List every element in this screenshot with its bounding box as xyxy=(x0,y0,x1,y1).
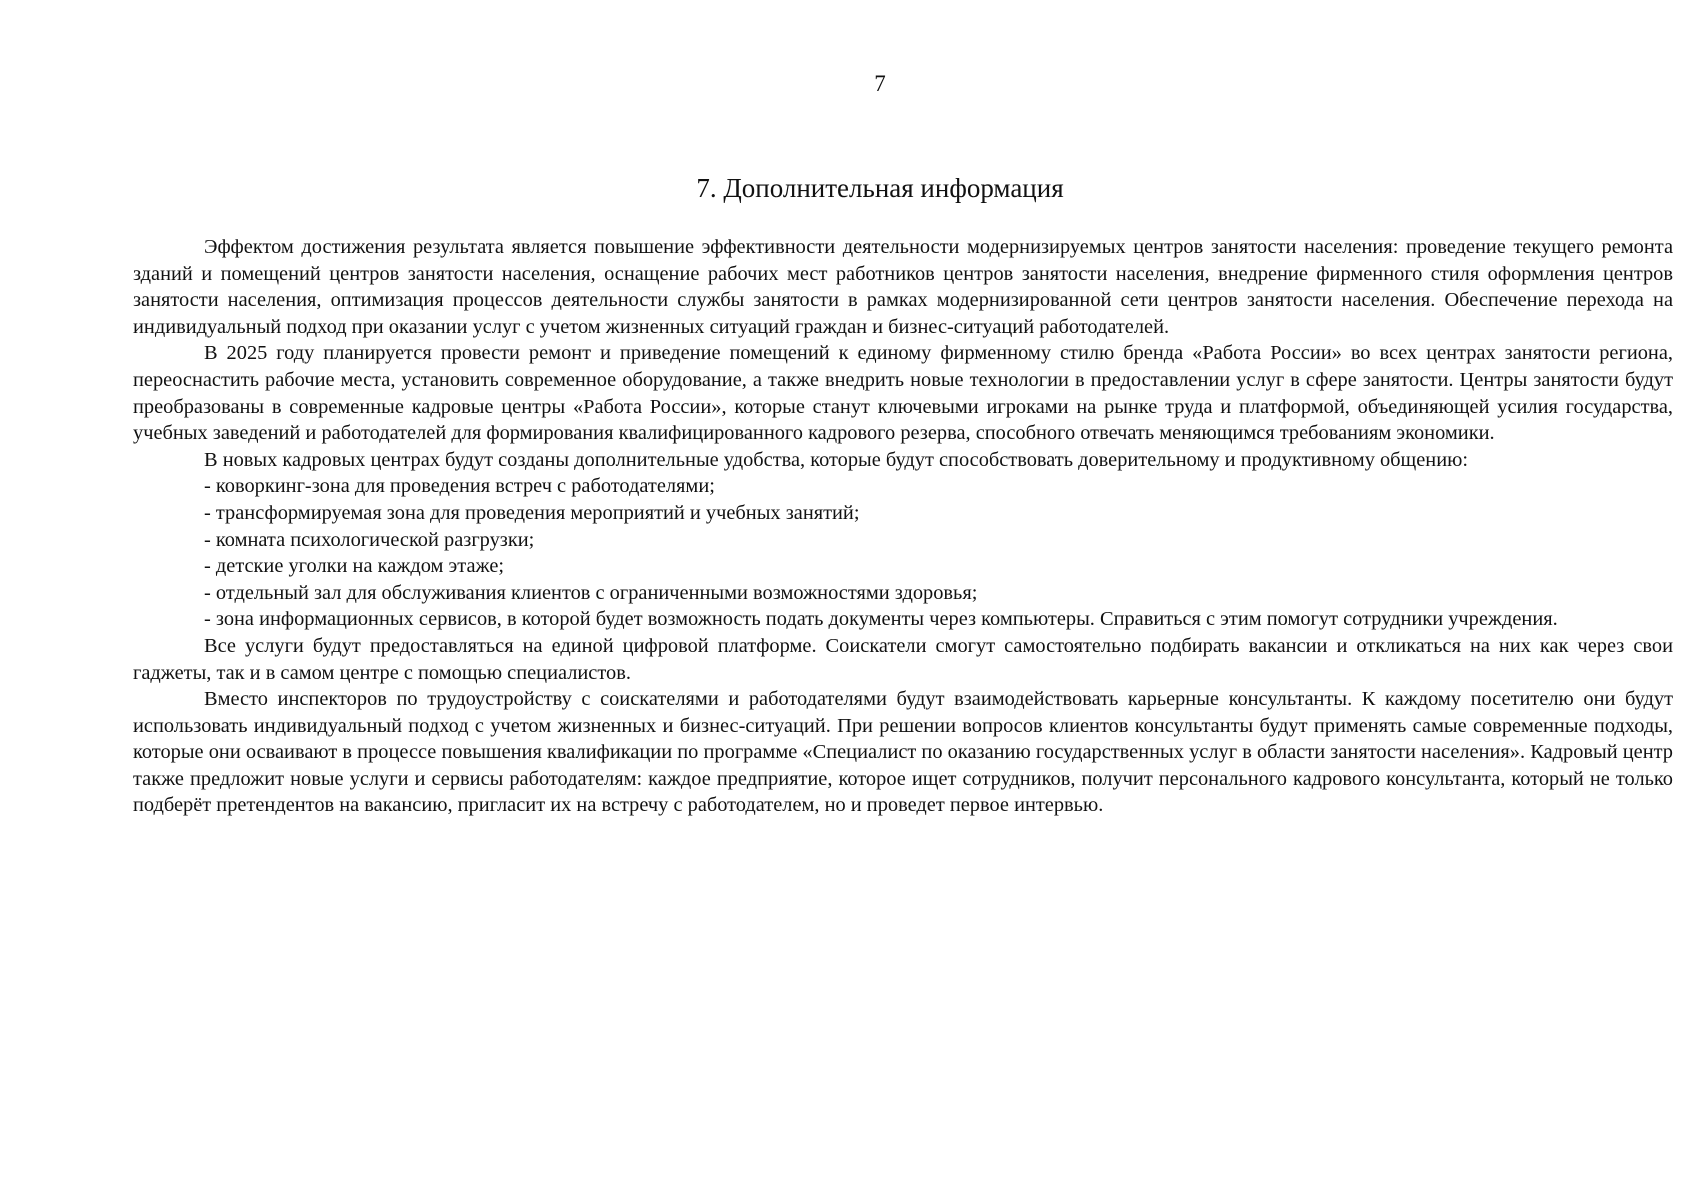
list-item: - детские уголки на каждом этаже; xyxy=(204,555,505,578)
amenities-list xyxy=(133,473,1673,633)
list-item: - комната психологической разгрузки; xyxy=(204,528,535,551)
paragraph-plan-2025: В 2025 году планируется провести ремонт и приведение помещений к единому фирменному стилю бренда «Работа России» во всех центрах занятости региона, переоснастить рабочие места, установить современное оборудование, а также внедрить новые технологии в предоставлении услуг в сфере занятости. Центры занятости будут преобразованы в современные кадровые центры «Работа России», которые станут ключевыми игроками на рынке труда и платформой, объединяющей усилия государства, учебных заведений и работодателей для формирования квалифицированного кадрового резерва, способного отвечать меняющимся требованиям экономики. xyxy=(133,342,1673,445)
page-number: 7 xyxy=(874,71,886,96)
paragraph-new-centers: В новых кадровых центрах будут созданы дополнительные удобства, которые будут способствовать доверительному и продуктивному общению: xyxy=(204,448,1469,471)
list-item: - трансформируемая зона для проведения мероприятий и учебных занятий; xyxy=(204,501,860,524)
list-item: - зона информационных сервисов, в которой будет возможность подать документы через компьютеры. Справиться с этим помогут сотрудники учреждения. xyxy=(204,608,1558,631)
section-title: 7. Дополнительная информация xyxy=(696,173,1064,203)
paragraph-career-consultants: Вместо инспекторов по трудоустройству с соискателями и работодателями будут взаимодействовать карьерные консультанты. К каждому посетителю они будут использовать индивидуальный подход с учетом жизненных и бизнес-ситуаций. При решении вопросов клиентов консультанты будут применять самые современные подходы, которые они осваивают в процессе повышения квалификации по программе «Специалист по оказанию государственных услуг в области занятости населения». Кадровый центр также предложит новые услуги и сервисы работодателям: каждое предприятие, которое ищет сотрудников, получит персонального кадрового консультанта, который не только подберёт претендентов на вакансию, пригласит их на встречу с работодателем, но и проведет первое интервью. xyxy=(133,688,1673,817)
paragraph-digital-platform: Все услуги будут предоставляться на единой цифровой платформе. Соискатели смогут самостоятельно подбирать вакансии и откликаться на них как через свои гаджеты, так и в самом центре с помощью специалистов. xyxy=(133,634,1673,684)
document-body xyxy=(133,234,1673,819)
paragraph-effect: Эффектом достижения результата является повышение эффективности деятельности модернизируемых центров занятости населения: проведение текущего ремонта зданий и помещений центров занятости населения, оснащение рабочих мест работников центров занятости населения, внедрение фирменного стиля оформления центров занятости населения, оптимизация процессов деятельности службы занятости в рамках модернизированной сети центров занятости населения. Обеспечение перехода на индивидуальный подход при оказании услуг с учетом жизненных ситуаций граждан и бизнес-ситуаций работодателей. xyxy=(133,236,1673,338)
list-item: - коворкинг-зона для проведения встреч с работодателями; xyxy=(204,475,715,498)
list-item: - отдельный зал для обслуживания клиентов с ограниченными возможностями здоровья; xyxy=(204,581,978,604)
